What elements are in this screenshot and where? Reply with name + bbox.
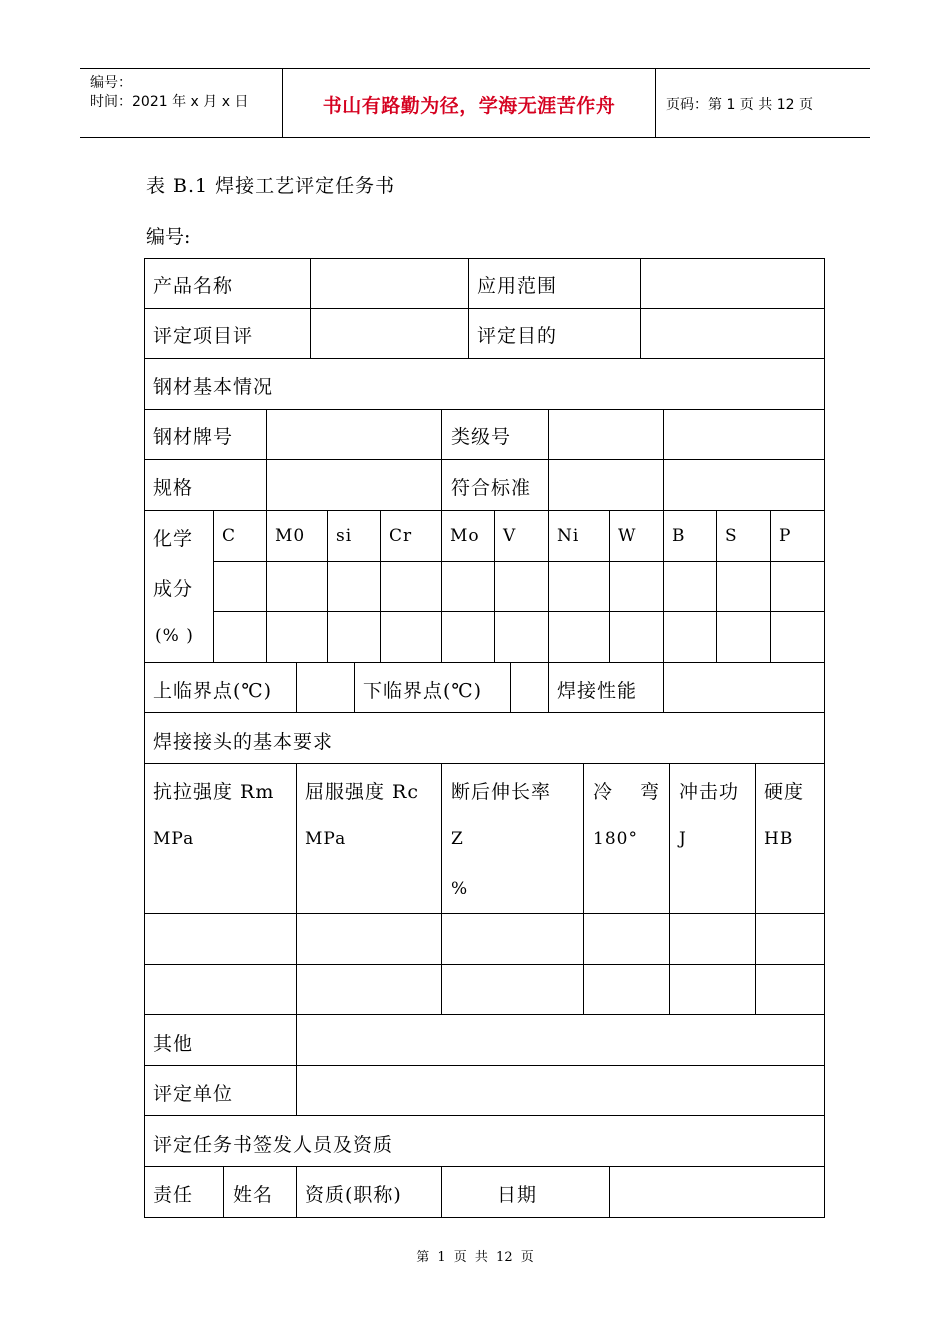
label-bend-2: 弯 bbox=[640, 781, 661, 803]
label-qualification: 资质(职称) bbox=[305, 1184, 402, 1206]
table-line bbox=[327, 510, 328, 662]
table-line bbox=[770, 510, 771, 662]
label-hardness: 硬度 bbox=[764, 781, 805, 803]
table-line bbox=[144, 964, 825, 965]
label-responsibility: 责任 bbox=[153, 1184, 194, 1206]
table-line bbox=[354, 662, 355, 713]
table-line bbox=[144, 1065, 825, 1066]
label-steel-basic: 钢材基本情况 bbox=[153, 376, 274, 398]
element-header: V bbox=[503, 526, 517, 546]
element-header: C bbox=[222, 526, 237, 546]
label-elongation-unit: % bbox=[451, 879, 469, 899]
table-line bbox=[266, 510, 267, 662]
header-date: 时间：2021 年 x 月 x 日 bbox=[90, 94, 249, 110]
doc-serial: 编号: bbox=[146, 226, 191, 248]
table-line bbox=[144, 459, 825, 460]
table-line bbox=[548, 510, 549, 662]
page-footer: 第 1 页 共 12 页 bbox=[416, 1250, 534, 1265]
label-class-no: 类级号 bbox=[451, 426, 512, 448]
table-line bbox=[824, 258, 825, 1218]
header-serial: 编号： bbox=[90, 75, 132, 91]
header-left bbox=[80, 69, 282, 137]
label-bend-1: 冷 bbox=[593, 781, 614, 803]
table-line bbox=[663, 409, 664, 510]
label-name: 姓名 bbox=[233, 1184, 274, 1206]
table-line bbox=[144, 1217, 825, 1218]
label-eval-purpose: 评定目的 bbox=[477, 325, 558, 347]
table-line bbox=[441, 510, 442, 662]
table-line bbox=[663, 662, 664, 713]
label-joint-requirements: 焊接接头的基本要求 bbox=[153, 731, 334, 753]
table-line bbox=[380, 510, 381, 662]
table-line bbox=[296, 1166, 297, 1218]
table-line bbox=[144, 1166, 825, 1167]
table-line bbox=[468, 258, 469, 359]
element-header: M0 bbox=[275, 526, 306, 546]
table-line bbox=[144, 1115, 825, 1116]
table-line bbox=[716, 510, 717, 662]
table-line bbox=[441, 1166, 442, 1218]
label-tensile: 抗拉强度 Rm bbox=[153, 781, 275, 803]
table-line bbox=[144, 1014, 825, 1015]
table-line bbox=[296, 763, 297, 1015]
element-header: Mo bbox=[450, 526, 480, 546]
label-yield-unit: MPa bbox=[305, 829, 347, 849]
table-line bbox=[213, 510, 214, 662]
element-header: Ni bbox=[557, 526, 580, 546]
table-line bbox=[144, 913, 825, 914]
label-yield: 屈服强度 Rc bbox=[305, 781, 419, 803]
table-line bbox=[583, 763, 584, 1015]
table-line bbox=[223, 1166, 224, 1218]
header-right bbox=[656, 69, 870, 137]
label-date: 日期 bbox=[497, 1184, 538, 1206]
table-line bbox=[755, 763, 756, 1015]
label-hardness-unit: HB bbox=[764, 829, 794, 849]
table-line bbox=[266, 409, 267, 510]
label-chem-1: 化学 bbox=[153, 528, 194, 550]
table-line bbox=[640, 258, 641, 359]
element-header: Cr bbox=[389, 526, 413, 546]
label-elongation: 断后伸长率 bbox=[451, 781, 552, 803]
table-line bbox=[144, 662, 825, 663]
label-eval-item: 评定项目评 bbox=[153, 325, 254, 347]
label-impact-unit: J bbox=[679, 829, 687, 849]
header-center bbox=[282, 69, 656, 137]
table-line bbox=[609, 510, 610, 662]
table-line bbox=[144, 258, 825, 259]
label-tensile-unit: MPa bbox=[153, 829, 195, 849]
table-line bbox=[663, 510, 664, 662]
table-line bbox=[494, 510, 495, 662]
table-line bbox=[296, 662, 297, 713]
label-lower-critical: 下临界点(℃) bbox=[363, 680, 483, 702]
table-line bbox=[144, 510, 825, 511]
label-spec: 规格 bbox=[153, 477, 194, 499]
table-line bbox=[510, 662, 511, 713]
table-line bbox=[548, 409, 549, 510]
element-header: si bbox=[336, 526, 353, 546]
table-line bbox=[213, 611, 825, 612]
table-line bbox=[548, 662, 549, 713]
label-standard: 符合标准 bbox=[451, 477, 532, 499]
label-steel-grade: 钢材牌号 bbox=[153, 426, 234, 448]
element-header: P bbox=[779, 526, 792, 546]
label-signers: 评定任务书签发人员及资质 bbox=[153, 1134, 394, 1156]
label-application-scope: 应用范围 bbox=[477, 275, 558, 297]
table-line bbox=[144, 358, 825, 359]
label-weld-performance: 焊接性能 bbox=[557, 680, 638, 702]
element-header: B bbox=[672, 526, 686, 546]
label-product-name: 产品名称 bbox=[153, 275, 234, 297]
header-page-info: 页码：第 1 页 共 12 页 bbox=[666, 97, 813, 113]
label-upper-critical: 上临界点(℃) bbox=[153, 680, 273, 702]
table-line bbox=[144, 712, 825, 713]
label-chem-3: (% ) bbox=[155, 626, 194, 646]
label-other: 其他 bbox=[153, 1033, 194, 1055]
table-line bbox=[144, 308, 825, 309]
table-line bbox=[296, 1014, 297, 1116]
table-line bbox=[144, 409, 825, 410]
table-line bbox=[669, 763, 670, 1015]
label-elongation-symbol: Z bbox=[451, 829, 464, 849]
table-line bbox=[144, 258, 145, 1218]
table-line bbox=[441, 409, 442, 510]
label-bend-degree: 180° bbox=[593, 829, 638, 849]
label-chem-2: 成分 bbox=[153, 578, 194, 600]
element-header: W bbox=[618, 526, 637, 546]
table-line bbox=[144, 763, 825, 764]
table-line bbox=[441, 763, 442, 1015]
label-eval-unit: 评定单位 bbox=[153, 1083, 234, 1105]
table-line bbox=[609, 1166, 610, 1218]
table-line bbox=[310, 258, 311, 359]
label-impact: 冲击功 bbox=[679, 781, 740, 803]
doc-title: 表 B.1 焊接工艺评定任务书 bbox=[146, 175, 396, 197]
page-header bbox=[80, 68, 870, 138]
header-motto: 书山有路勤为径，学海无涯苦作舟 bbox=[322, 95, 616, 117]
table-line bbox=[213, 561, 825, 562]
element-header: S bbox=[725, 526, 738, 546]
